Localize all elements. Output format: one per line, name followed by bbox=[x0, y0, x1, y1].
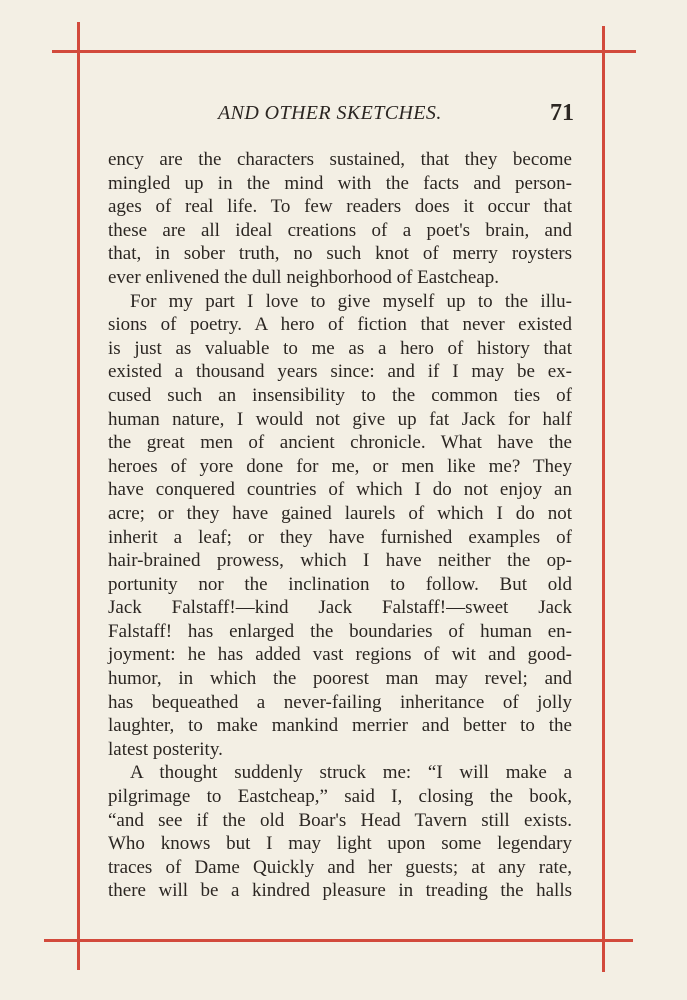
text-line: that, in sober truth, no such knot of merry roysters bbox=[108, 243, 572, 265]
text-line: For my part I love to give myself up to the illu- bbox=[130, 290, 572, 312]
text-line: Falstaff! has enlarged the boundaries of human en- bbox=[108, 620, 572, 642]
text-line: mingled up in the mind with the facts and person- bbox=[108, 172, 572, 194]
page-header bbox=[110, 100, 580, 130]
text-line: “and see if the old Boar's Head Tavern still exists. bbox=[108, 809, 572, 831]
text-line: ages of real life. To few readers does it occur that bbox=[108, 196, 572, 218]
text-line: humor, in which the poorest man may revel; and bbox=[108, 668, 572, 690]
running-head: AND OTHER SKETCHES. bbox=[218, 102, 442, 124]
text-line: sions of poetry. A hero of fiction that never existed bbox=[108, 314, 572, 336]
text-line: A thought suddenly struck me: “I will make a bbox=[130, 762, 572, 784]
text-line: the great men of ancient chronicle. What have the bbox=[108, 432, 572, 454]
text-line: there will be a kindred pleasure in treading the halls bbox=[108, 880, 572, 902]
page-number: 71 bbox=[550, 100, 574, 126]
text-line: cused such an insensibility to the common ties of bbox=[108, 384, 572, 406]
text-line: ever enlivened the dull neighborhood of Eastcheap. bbox=[108, 266, 499, 288]
text-line: pilgrimage to Eastcheap,” said I, closing the book, bbox=[108, 786, 572, 808]
text-line: Jack Falstaff!—kind Jack Falstaff!—sweet Jack bbox=[108, 597, 572, 619]
text-line: Who knows but I may light upon some legendary bbox=[108, 833, 572, 855]
body-text bbox=[108, 148, 572, 903]
text-line: inherit a leaf; or they have furnished examples of bbox=[108, 526, 572, 548]
text-line: these are all ideal creations of a poet's brain, and bbox=[108, 219, 572, 241]
text-line: human nature, I would not give up fat Jack for half bbox=[108, 408, 572, 430]
text-line: ency are the characters sustained, that they become bbox=[108, 149, 572, 170]
text-line: have conquered countries of which I do not enjoy an bbox=[108, 479, 572, 501]
text-line: portunity nor the inclination to follow. But old bbox=[108, 573, 572, 595]
border-rule-right bbox=[602, 26, 605, 972]
text-line: acre; or they have gained laurels of which I do not bbox=[108, 502, 572, 524]
text-line: is just as valuable to me as a hero of history that bbox=[108, 337, 572, 359]
text-line: has bequeathed a never-failing inheritance of jolly bbox=[108, 691, 572, 713]
text-line: latest posterity. bbox=[108, 738, 223, 760]
text-line: traces of Dame Quickly and her guests; at any rate, bbox=[108, 856, 572, 878]
text-line: laughter, to make mankind merrier and better to the bbox=[108, 715, 572, 737]
border-rule-bottom bbox=[44, 939, 633, 942]
border-rule-left bbox=[77, 22, 80, 970]
border-rule-top bbox=[52, 50, 636, 53]
text-line: joyment: he has added vast regions of wit and good- bbox=[108, 644, 572, 666]
text-line: heroes of yore done for me, or men like me? They bbox=[108, 455, 572, 477]
text-line: existed a thousand years since: and if I may be ex- bbox=[108, 361, 572, 383]
text-line: hair-brained prowess, which I have neither the op- bbox=[108, 550, 572, 572]
